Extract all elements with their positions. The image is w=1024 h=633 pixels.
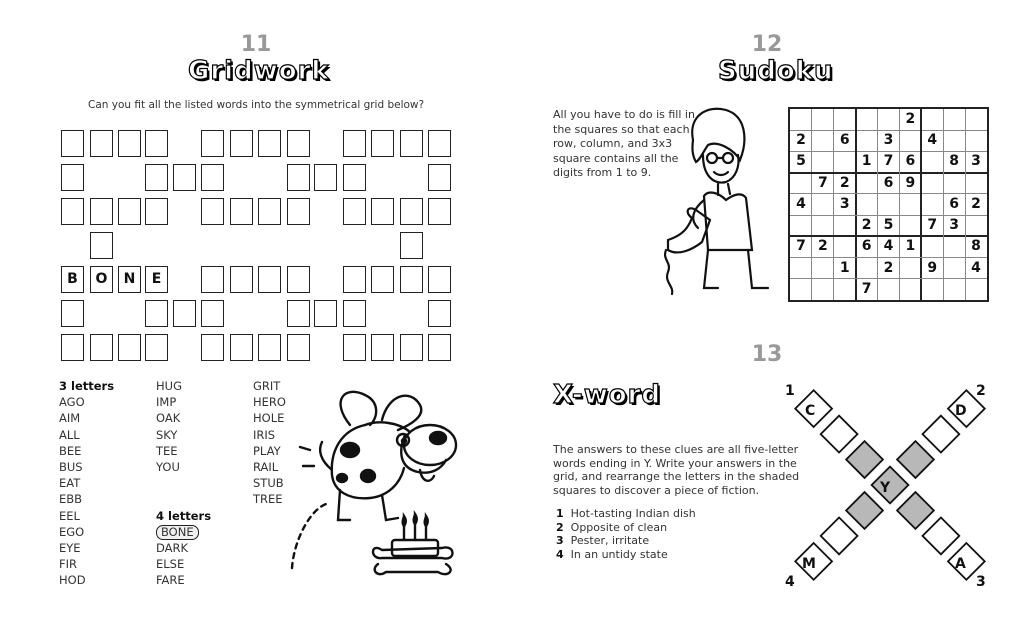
sudoku-cell-empty[interactable] (812, 258, 834, 279)
gridwork-cell[interactable] (287, 266, 310, 293)
gridwork-cell-prefilled[interactable]: N (118, 266, 141, 293)
gridwork-cell[interactable] (343, 266, 366, 293)
gridwork-cell[interactable] (90, 198, 113, 225)
intro-line: row, column, and 3x3 (553, 137, 673, 150)
xword-number-4: 4 (785, 574, 795, 590)
gridwork-cell[interactable] (287, 164, 310, 191)
gridwork-cell[interactable] (201, 266, 224, 293)
sudoku-cell-empty[interactable] (812, 194, 834, 215)
sudoku-cell-given[interactable]: 4 (971, 259, 981, 276)
sudoku-cell-given[interactable]: 6 (883, 174, 894, 191)
word-item: YOU (156, 459, 180, 474)
sudoku-cell-given[interactable]: 7 (883, 153, 894, 170)
sudoku-cell-empty[interactable] (878, 109, 900, 130)
xword-cell[interactable] (821, 416, 858, 453)
gridwork-cell[interactable] (201, 300, 224, 327)
sudoku-cell-empty[interactable] (812, 130, 834, 151)
gridwork-cell[interactable] (400, 198, 423, 225)
gridwork-cell[interactable] (343, 164, 366, 191)
sudoku-cell-empty[interactable] (943, 109, 965, 130)
xword-cell[interactable] (821, 518, 858, 555)
sudoku-cell-given[interactable]: 1 (905, 238, 916, 255)
word-item: HOLE (253, 411, 285, 426)
sudoku-cell-given[interactable]: 7 (861, 280, 872, 297)
sudoku-cell-empty[interactable] (921, 194, 943, 215)
woman-illustration (648, 100, 778, 300)
word-item: GRIT (253, 379, 281, 393)
clue-item (556, 507, 696, 521)
gridwork-cell[interactable] (343, 130, 366, 157)
sudoku-cell-empty[interactable] (943, 279, 965, 300)
word-item: EGO (59, 524, 85, 539)
sudoku-cell-given[interactable]: 5 (796, 153, 806, 170)
sudoku-cell-empty[interactable] (834, 151, 856, 172)
word-item: BEE (59, 443, 82, 458)
sudoku-cell-given[interactable]: 4 (927, 132, 938, 149)
sudoku-cell-given[interactable]: 2 (839, 174, 850, 191)
xword-cell-shaded[interactable] (897, 492, 934, 529)
intro-line: the squares so that each (553, 122, 690, 136)
word-list-col-2 (156, 378, 211, 588)
sudoku-title: Sudoku (718, 56, 834, 86)
word-item-circled: BONE (156, 525, 199, 540)
sudoku-cell-given[interactable]: 3 (839, 195, 850, 212)
intro-line: grid, and rearrange the letters in the shaded (553, 470, 800, 483)
gridwork-cell[interactable] (371, 266, 394, 293)
sudoku-cell-given[interactable]: 6 (861, 238, 872, 255)
sudoku-cell-given[interactable]: 3 (883, 132, 894, 149)
sudoku-cell-empty[interactable] (899, 215, 921, 236)
clue-text: In an untidy state (570, 547, 668, 561)
word-item: TEE (156, 443, 178, 458)
gridwork-cell[interactable] (258, 198, 281, 225)
clue-item (556, 521, 696, 535)
sudoku-cell-given[interactable]: 2 (905, 111, 916, 127)
word-item: DARK (156, 540, 189, 555)
gridwork-cell-prefilled[interactable]: E (145, 266, 168, 293)
sudoku-cell-empty[interactable] (878, 194, 900, 215)
intro-line: The answers to these clues are all five-letter (553, 443, 799, 456)
word-item: IRIS (253, 427, 276, 442)
gridwork-cell[interactable] (428, 266, 451, 293)
intro-line: words ending in Y. Write your answers in the (553, 456, 797, 470)
xword-letter-m: M (802, 556, 816, 572)
sudoku-cell-given[interactable]: 6 (839, 132, 850, 149)
gridwork-cell[interactable] (314, 164, 337, 191)
gridwork-intro: Can you fit all the listed words into the symmetrical grid below? (88, 99, 425, 111)
intro-line: squares to discover a piece of fiction. (553, 483, 760, 497)
word-list-col-1 (59, 378, 114, 588)
gridwork-cell[interactable] (230, 198, 253, 225)
gridwork-title: Gridwork (188, 56, 330, 86)
gridwork-cell[interactable] (90, 130, 113, 157)
gridwork-cell[interactable] (201, 334, 224, 361)
sudoku-cell-empty[interactable] (943, 258, 965, 279)
intro-line: digits from 1 to 9. (553, 166, 652, 179)
sudoku-cell-given[interactable]: 2 (861, 217, 872, 234)
sudoku-cell-given[interactable]: 2 (817, 238, 828, 255)
word-item: SKY (156, 427, 178, 442)
word-item: IMP (156, 395, 177, 410)
clue-number: 3 (556, 534, 564, 548)
gridwork-cell[interactable] (61, 334, 84, 361)
gridwork-cell[interactable] (287, 198, 310, 225)
xword-letter-d: D (955, 403, 967, 419)
gridwork-cell[interactable] (145, 164, 168, 191)
word-item: STUB (253, 476, 284, 491)
list-heading-3-letters: 3 letters (59, 379, 115, 393)
sudoku-cell-empty[interactable] (790, 109, 812, 130)
gridwork-cell[interactable] (145, 198, 168, 225)
sudoku-cell-empty[interactable] (943, 130, 965, 151)
word-item: EEL (59, 508, 80, 523)
gridwork-cell[interactable] (400, 232, 423, 259)
gridwork-cell[interactable] (61, 130, 84, 157)
sudoku-cell-empty[interactable] (965, 130, 987, 151)
gridwork-cell[interactable] (230, 266, 253, 293)
word-item: OAK (156, 411, 181, 426)
gridwork-cell[interactable] (61, 164, 84, 191)
word-item: ALL (59, 427, 80, 442)
gridwork-cell[interactable] (118, 130, 141, 157)
gridwork-cell[interactable] (371, 198, 394, 225)
sudoku-cell-given[interactable]: 1 (861, 153, 872, 170)
gridwork-cell[interactable] (258, 334, 281, 361)
gridwork-cell[interactable] (61, 198, 84, 225)
xword-number-3: 3 (976, 574, 986, 590)
sudoku-cell-given[interactable]: 8 (949, 153, 960, 170)
xword-number-2: 2 (976, 383, 986, 399)
sudoku-cell-empty[interactable] (834, 279, 856, 300)
gridwork-cell[interactable] (287, 130, 310, 157)
sudoku-cell-empty[interactable] (921, 173, 943, 194)
clue-item (556, 534, 696, 548)
word-item: HUG (156, 379, 182, 393)
word-item: RAIL (253, 459, 279, 474)
clue-item (556, 548, 696, 562)
xword-intro (553, 443, 799, 497)
gridwork-cell[interactable] (145, 334, 168, 361)
word-item: HOD (59, 573, 86, 588)
gridwork-cell[interactable] (287, 334, 310, 361)
word-item: PLAY (253, 443, 281, 458)
gridwork-cell[interactable] (145, 300, 168, 327)
sudoku-cell-empty[interactable] (965, 279, 987, 300)
gridwork-cell[interactable] (428, 300, 451, 327)
gridwork-cell[interactable] (90, 334, 113, 361)
word-item: HERO (253, 395, 286, 410)
gridwork-cell[interactable] (61, 300, 84, 327)
sudoku-cell-given[interactable]: 9 (905, 174, 916, 191)
gridwork-cell-prefilled[interactable]: B (61, 266, 84, 293)
sudoku-cell-empty[interactable] (790, 215, 812, 236)
intro-line: All you have to do is fill in (553, 108, 695, 121)
gridwork-cell-prefilled[interactable]: O (90, 266, 113, 293)
xword-letter-a: A (955, 556, 966, 572)
gridwork-cell[interactable] (118, 334, 141, 361)
sudoku-cell-given[interactable]: 7 (927, 217, 938, 234)
sudoku-cell-empty[interactable] (965, 215, 987, 236)
sudoku-cell-empty[interactable] (921, 151, 943, 172)
sudoku-cell-empty[interactable] (812, 109, 834, 130)
xword-cell-shaded[interactable] (897, 441, 934, 478)
word-item: BUS (59, 459, 83, 474)
sudoku-cell-given[interactable]: 1 (839, 259, 850, 276)
clue-text: Pester, irritate (570, 534, 650, 548)
sudoku-cell-given[interactable]: 4 (796, 195, 806, 212)
sudoku-cell-empty[interactable] (812, 151, 834, 172)
gridwork-cell[interactable] (230, 130, 253, 157)
clue-text: Opposite of clean (570, 520, 668, 534)
word-item: FARE (156, 573, 185, 588)
sudoku-cell-given[interactable]: 9 (927, 259, 938, 276)
word-item: AIM (59, 411, 81, 426)
gridwork-cell[interactable] (343, 198, 366, 225)
sudoku-cell-empty[interactable] (921, 279, 943, 300)
sudoku-cell-given[interactable]: 8 (971, 238, 981, 255)
gridwork-cell[interactable] (173, 300, 196, 327)
word-item: EYE (59, 540, 81, 555)
gridwork-cell[interactable] (201, 164, 224, 191)
clue-text: Hot-tasting Indian dish (570, 507, 696, 520)
gridwork-cell[interactable] (343, 334, 366, 361)
gridwork-cell[interactable] (173, 164, 196, 191)
page-number-11: 11 (240, 32, 272, 57)
sudoku-cell-empty[interactable] (921, 109, 943, 130)
xword-cell[interactable] (923, 518, 960, 555)
sudoku-cell-empty[interactable] (965, 173, 987, 194)
sudoku-cell-given[interactable]: 3 (949, 217, 960, 234)
gridwork-cell[interactable] (371, 130, 394, 157)
sudoku-cell-given[interactable]: 4 (883, 238, 894, 255)
gridwork-cell[interactable] (201, 130, 224, 157)
gridwork-cell[interactable] (428, 130, 451, 157)
gridwork-cell[interactable] (400, 266, 423, 293)
sudoku-cell-given[interactable]: 7 (796, 238, 806, 255)
xword-cell-shaded[interactable] (846, 492, 883, 529)
dog-illustration (270, 380, 480, 580)
sudoku-cell-empty[interactable] (790, 173, 812, 194)
sudoku-cell-empty[interactable] (812, 279, 834, 300)
sudoku-cell-empty[interactable] (856, 258, 878, 279)
sudoku-cell-empty[interactable] (790, 258, 812, 279)
sudoku-cell-given[interactable]: 2 (796, 132, 806, 149)
sudoku-cell-empty[interactable] (878, 279, 900, 300)
gridwork-cell[interactable] (371, 334, 394, 361)
sudoku-cell-empty[interactable] (899, 130, 921, 151)
sudoku-cell-empty[interactable] (834, 215, 856, 236)
xword-title: X-word (553, 380, 662, 410)
gridwork-cell[interactable] (90, 232, 113, 259)
sudoku-cell-empty[interactable] (921, 236, 943, 257)
clue-number: 1 (556, 507, 564, 520)
sudoku-cell-empty[interactable] (856, 130, 878, 151)
gridwork-cell[interactable] (343, 300, 366, 327)
sudoku-cell-empty[interactable] (856, 173, 878, 194)
gridwork-cell[interactable] (428, 198, 451, 225)
intro-line: square contains all the (553, 151, 679, 165)
gridwork-cell[interactable] (400, 130, 423, 157)
sudoku-cell-given[interactable]: 6 (905, 153, 916, 170)
sudoku-cell-given[interactable]: 2 (883, 259, 894, 276)
sudoku-cell-empty[interactable] (856, 194, 878, 215)
xword-letter-y: Y (880, 480, 891, 496)
page-number-12: 12 (751, 32, 783, 57)
sudoku-cell-empty[interactable] (943, 236, 965, 257)
word-item: EAT (59, 476, 81, 491)
sudoku-cell-empty[interactable] (965, 109, 987, 130)
list-heading-4-letters: 4 letters (156, 508, 212, 523)
sudoku-cell-given[interactable]: 7 (817, 174, 828, 191)
sudoku-cell-given[interactable]: 6 (949, 195, 960, 212)
gridwork-cell[interactable] (400, 334, 423, 361)
word-item: EBB (59, 492, 83, 507)
clue-number: 4 (556, 547, 564, 561)
sudoku-cell-empty[interactable] (834, 109, 856, 130)
xword-number-1: 1 (785, 383, 795, 399)
sudoku-cell-empty[interactable] (899, 279, 921, 300)
clue-number: 2 (556, 520, 564, 534)
xword-letter-c: C (805, 403, 816, 419)
sudoku-cell-empty[interactable] (812, 215, 834, 236)
xword-clues (556, 507, 696, 561)
sudoku-cell-given[interactable]: 5 (883, 217, 894, 234)
gridwork-cell[interactable] (258, 266, 281, 293)
xword-cell-shaded[interactable] (846, 441, 883, 478)
sudoku-cell-given[interactable]: 2 (971, 195, 981, 212)
sudoku-cell-given[interactable]: 3 (971, 153, 981, 170)
gridwork-cell[interactable] (428, 334, 451, 361)
word-item: FIR (59, 557, 77, 572)
gridwork-cell[interactable] (145, 130, 168, 157)
word-item: TREE (253, 492, 283, 507)
gridwork-cell[interactable] (287, 300, 310, 327)
word-item: AGO (59, 395, 85, 410)
gridwork-cell[interactable] (428, 164, 451, 191)
sudoku-cell-empty[interactable] (834, 236, 856, 257)
sudoku-cell-empty[interactable] (943, 173, 965, 194)
gridwork-cell[interactable] (230, 334, 253, 361)
xword-cell[interactable] (923, 416, 960, 453)
gridwork-cell[interactable] (258, 130, 281, 157)
sudoku-cell-empty[interactable] (899, 258, 921, 279)
gridwork-cell[interactable] (201, 198, 224, 225)
sudoku-grid (788, 107, 989, 302)
sudoku-cell-empty[interactable] (790, 279, 812, 300)
word-item: ELSE (156, 557, 185, 572)
sudoku-cell-empty[interactable] (856, 109, 878, 130)
gridwork-cell[interactable] (314, 300, 337, 327)
sudoku-cell-empty[interactable] (899, 194, 921, 215)
gridwork-cell[interactable] (118, 198, 141, 225)
page-number-13: 13 (751, 342, 783, 367)
